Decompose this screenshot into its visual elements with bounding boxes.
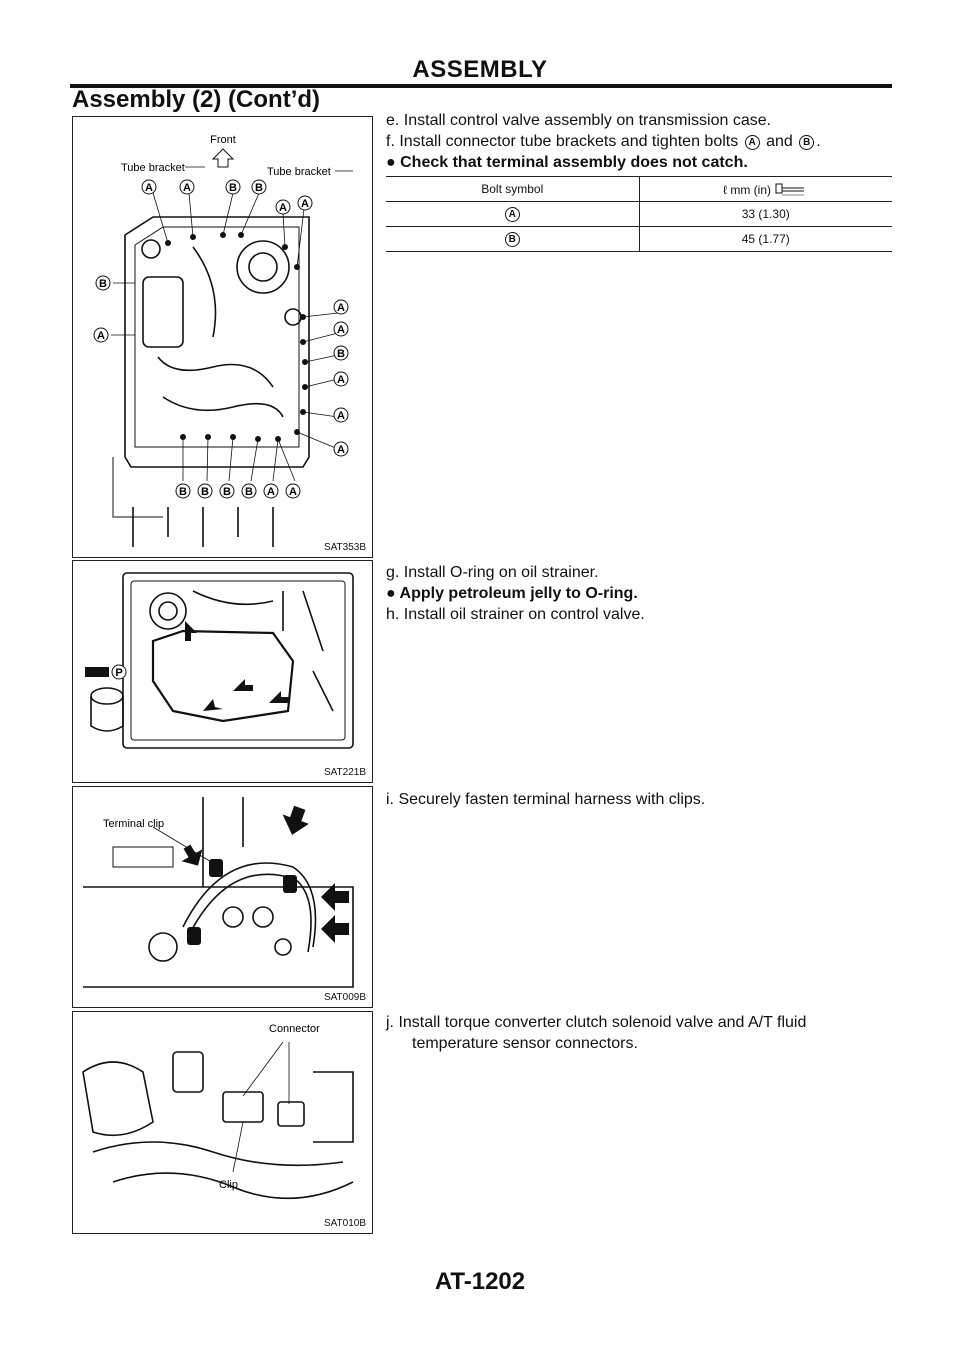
bolt-b-symbol: B — [799, 135, 814, 150]
figure-code: SAT009B — [323, 992, 366, 1003]
front-label: Front — [210, 134, 236, 146]
step-i: i. Securely fasten terminal harness with clips. — [386, 791, 706, 808]
bolt-a-length: 33 (1.30) — [639, 202, 892, 227]
tube-bracket-label-left: Tube bracket — [121, 162, 185, 174]
bolt-a-symbol: A — [505, 207, 520, 222]
svg-text:A: A — [183, 182, 191, 194]
step-h: h. Install oil strainer on control valve. — [386, 606, 645, 623]
bullet-check-terminal: ● Check that terminal assembly does not catch. — [386, 154, 748, 171]
terminal-clip-diagram — [73, 787, 372, 1007]
svg-text:A: A — [97, 330, 105, 342]
svg-text:A: A — [337, 410, 345, 422]
svg-text:A: A — [301, 198, 309, 210]
figure-oil-strainer — [72, 560, 373, 783]
svg-text:A: A — [337, 302, 345, 314]
table-row — [386, 227, 892, 252]
svg-text:A: A — [289, 486, 297, 498]
connector-diagram — [73, 1012, 372, 1233]
section-title: Assembly (2) (Cont’d) — [72, 86, 321, 113]
oil-strainer-diagram — [73, 561, 372, 782]
page-number: AT-1202 — [434, 1268, 526, 1295]
figure-code: SAT221B — [323, 767, 366, 778]
control-valve-bolt-diagram — [73, 117, 372, 557]
table-header-row — [386, 177, 892, 202]
svg-text:B: B — [223, 486, 231, 498]
figure-code: SAT353B — [323, 542, 366, 553]
connector-label: Connector — [269, 1023, 320, 1035]
bullet-apply-jelly: ● Apply petroleum jelly to O-ring. — [386, 585, 638, 602]
header-bolt-symbol: Bolt symbol — [386, 177, 639, 202]
svg-text:B: B — [201, 486, 209, 498]
svg-text:A: A — [145, 182, 153, 194]
clip-label: Clip — [219, 1179, 238, 1191]
step-j: j. Install torque converter clutch solenoid valve and A/T fluid temperature sensor connectors. — [386, 1014, 807, 1052]
svg-text:B: B — [99, 278, 107, 290]
steps-g-h — [386, 562, 896, 625]
bolt-a-symbol: A — [745, 135, 760, 150]
petroleum-jelly-symbol: P — [115, 667, 123, 679]
bolt-icon — [774, 182, 808, 196]
terminal-clip-label: Terminal clip — [103, 818, 165, 830]
bolt-b-symbol: B — [505, 232, 520, 247]
svg-text:A: A — [267, 486, 275, 498]
figure-terminal-clips — [72, 786, 373, 1008]
step-e: e. Install control valve assembly on transmission case. — [386, 112, 772, 129]
svg-text:B: B — [245, 486, 253, 498]
step-g: g. Install O-ring on oil strainer. — [386, 564, 599, 581]
table-row — [386, 202, 892, 227]
figure-connectors — [72, 1011, 373, 1234]
svg-text:A: A — [279, 202, 287, 214]
svg-text:B: B — [229, 182, 237, 194]
svg-text:A: A — [337, 374, 345, 386]
steps-e-f — [386, 110, 896, 173]
step-f: f. Install connector tube brackets and tighten bolts A and B . — [386, 133, 821, 150]
svg-text:A: A — [337, 324, 345, 336]
svg-text:B: B — [255, 182, 263, 194]
front-arrow-icon — [213, 149, 233, 167]
svg-text:A: A — [337, 444, 345, 456]
step-i-block — [386, 789, 896, 810]
tube-bracket-label-right: Tube bracket — [267, 166, 331, 178]
figure-code: SAT010B — [323, 1218, 366, 1229]
bolt-b-length: 45 (1.77) — [639, 227, 892, 252]
svg-text:B: B — [337, 348, 345, 360]
figure-control-valve-bolts — [72, 116, 373, 558]
svg-text:B: B — [179, 486, 187, 498]
header-bolt-length: ℓ mm (in) — [639, 177, 892, 202]
step-j-block — [386, 1012, 896, 1054]
page-header-title: ASSEMBLY — [412, 56, 548, 83]
bolt-length-table — [386, 176, 892, 252]
